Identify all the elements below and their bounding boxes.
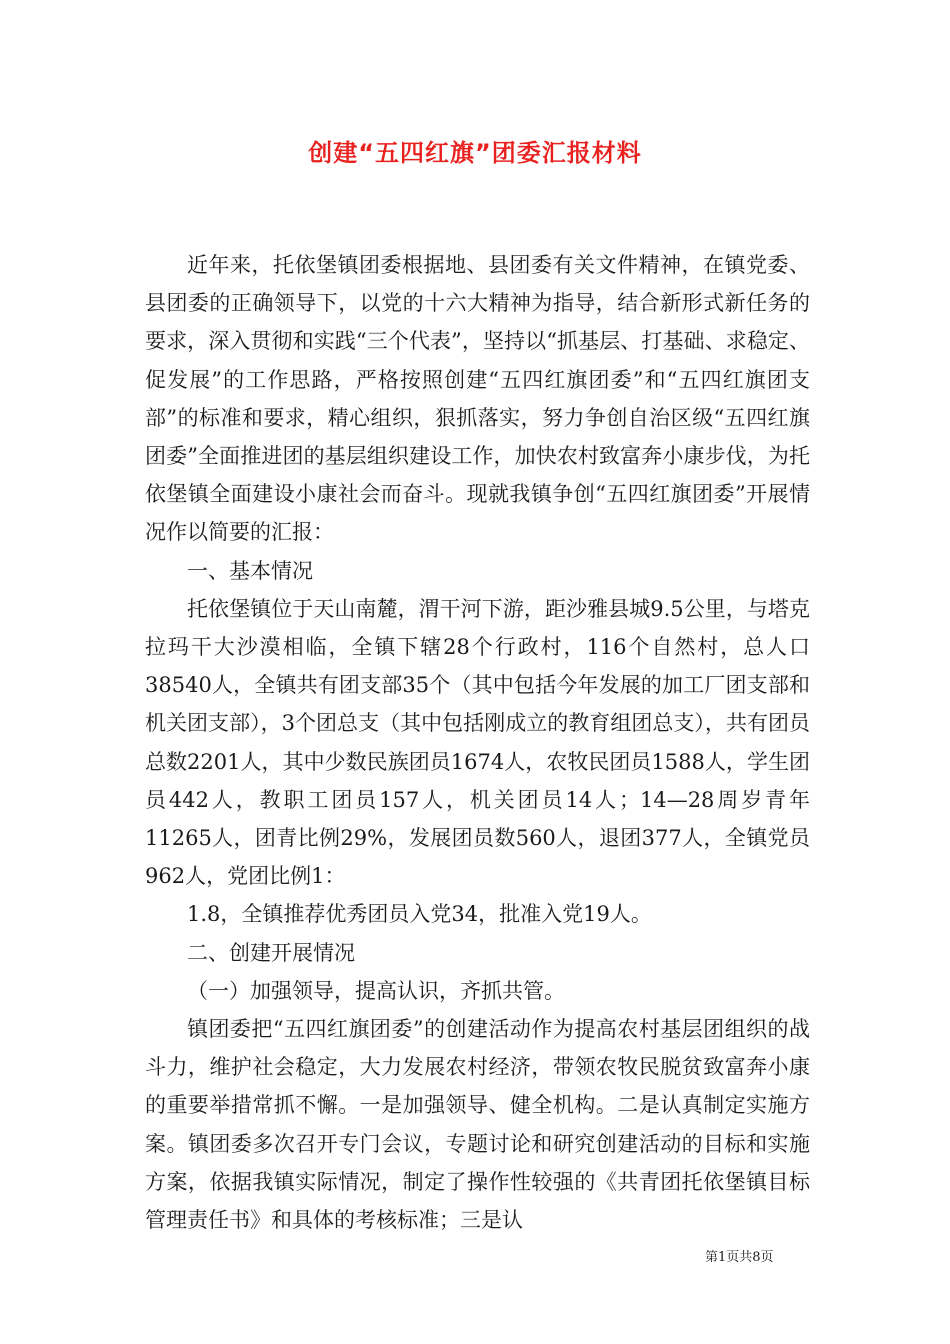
subsection-heading-leadership: （一）加强领导，提高认识，齐抓共管。: [187, 978, 565, 1003]
paragraph-ratio-continued: 1.8，全镇推荐优秀团员入党34，批准入党19人。: [187, 902, 652, 927]
document-title: 创建“五四红旗”团委汇报材料: [308, 139, 642, 167]
paragraph-basic-info: 托依堡镇位于天山南麓，渭干河下游，距沙雅县城9.5公里，与塔克拉玛干大沙漠相临，全镇下辖28个行政村，116个自然村，总人口38540人，全镇共有团支部35个（其中包括今年发展的加工厂团支部和机关团支部），3个团总支（其中包括刚成立的教育组团总支），共有团员总数2201人，其中少数民族团员1674人，农牧民团员1588人，学生团员442人，教职工团员157人，机关团员14人；14—28周岁青年11265人，团青比例29%，发展团员数560人，退团377人，全镇党员962人，党团比例1：: [145, 596, 810, 889]
page-number: 第1页共8页: [705, 1250, 774, 1265]
paragraph-intro: 近年来，托依堡镇团委根据地、县团委有关文件精神，在镇党委、县团委的正确领导下，以党的十六大精神为指导，结合新形式新任务的要求，深入贯彻和实践“三个代表”，坚持以“抓基层、打基础、求稳定、促发展”的工作思路，严格按照创建“五四红旗团委”和“五四红旗团支部”的标准和要求，精心组织，狠抓落实，努力争创自治区级“五四红旗团委”全面推进团的基层组织建设工作，加快农村致富奔小康步伐，为托依堡镇全面建设小康社会而奋斗。现就我镇争创“五四红旗团委”开展情况作以简要的汇报：: [145, 253, 810, 545]
section-heading-basic-info: 一、基本情况: [187, 558, 313, 583]
section-heading-creation: 二、创建开展情况: [187, 940, 355, 965]
document-body: [145, 246, 810, 1239]
paragraph-leadership: 镇团委把“五四红旗团委”的创建活动作为提高农村基层团组织的战斗力，维护社会稳定，大力发展农村经济，带领农牧民脱贫致富奔小康的重要举措常抓不懈。一是加强领导、健全机构。二是认真制定实施方案。镇团委多次召开专门会议，专题讨论和研究创建活动的目标和实施方案，依据我镇实际情况，制定了操作性较强的《共青团托依堡镇目标管理责任书》和具体的考核标准；三是认: [145, 1017, 810, 1233]
